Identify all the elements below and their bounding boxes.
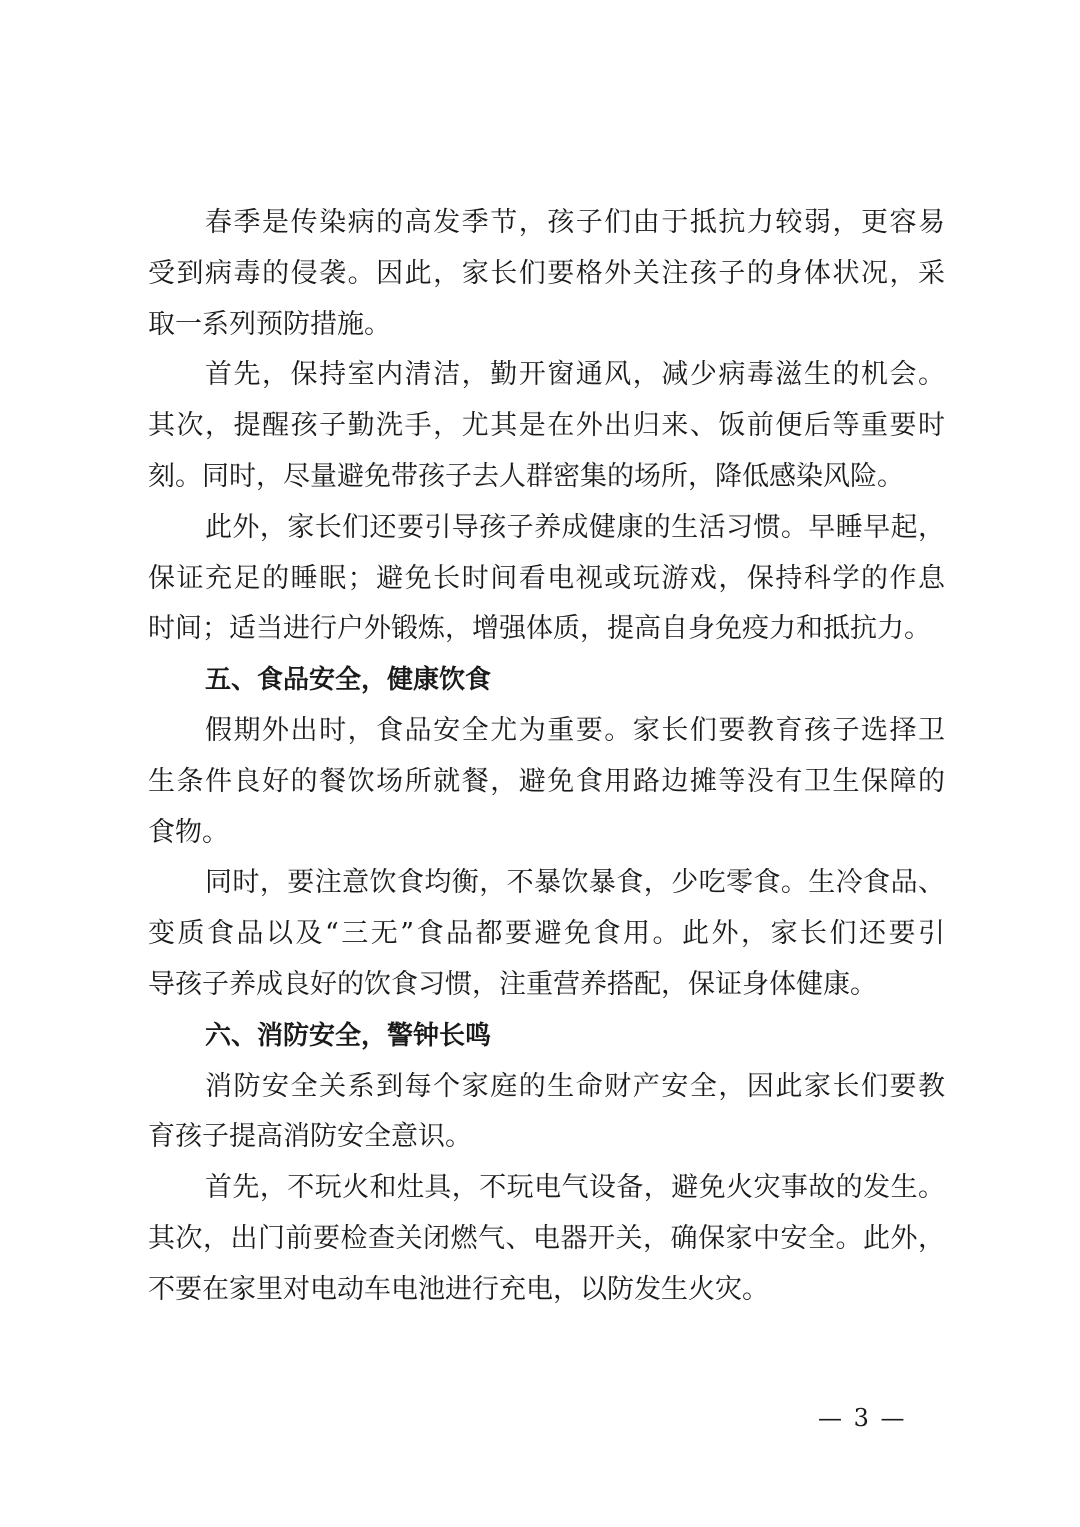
- text-line: 取一系列预防措施。: [148, 308, 391, 340]
- text-line: 首先，不玩火和灶具，不玩电气设备，避免火灾事故的发生。: [205, 1172, 945, 1204]
- text-line: 保证充足的睡眠；避免长时间看电视或玩游戏，保持科学的作息: [148, 562, 945, 594]
- text-line: 不要在家里对电动车电池进行充电，以防发生火灾。: [148, 1273, 769, 1305]
- document-body: [148, 198, 945, 1316]
- paragraph: [148, 1062, 945, 1164]
- text-line: 育孩子提高消防安全意识。: [148, 1121, 472, 1153]
- text-line: 其次，出门前要检查关闭燃气、电器开关，确保家中安全。此外，: [148, 1222, 945, 1254]
- text-line: 消防安全关系到每个家庭的生命财产安全，因此家长们要教: [205, 1070, 945, 1102]
- text-line: 食物。: [148, 816, 229, 848]
- paragraph: [148, 858, 945, 1010]
- text-line: 此外，家长们还要引导孩子养成健康的生活习惯。早睡早起，: [205, 511, 945, 543]
- heading-text: 六、消防安全，警钟长鸣: [205, 1020, 492, 1051]
- section-heading: [148, 1011, 945, 1062]
- text-line: 变质食品以及“三无”食品都要避免食用。此外，家长们还要引: [148, 918, 945, 950]
- text-line: 刻。同时，尽量避免带孩子去人群密集的场所，降低感染风险。: [148, 460, 904, 492]
- paragraph: [148, 198, 945, 350]
- text-line: 生条件良好的餐饮场所就餐，避免食用路边摊等没有卫生保障的: [148, 765, 945, 797]
- text-line: 时间；适当进行户外锻炼，增强体质，提高自身免疫力和抵抗力。: [148, 613, 931, 645]
- page-number: — 3 —: [818, 1404, 907, 1432]
- paragraph: [148, 350, 945, 502]
- text-line: 其次，提醒孩子勤洗手，尤其是在外出归来、饭前便后等重要时: [148, 410, 945, 442]
- heading-text: 五、食品安全，健康饮食: [205, 665, 492, 696]
- text-line: 导孩子养成良好的饮食习惯，注重营养搭配，保证身体健康。: [148, 968, 877, 1000]
- text-line: 春季是传染病的高发季节，孩子们由于抵抗力较弱，更容易: [205, 207, 945, 238]
- section-heading: [148, 655, 945, 706]
- text-line: 同时，要注意饮食均衡，不暴饮暴食，少吃零食。生冷食品、: [205, 867, 945, 899]
- paragraph: [148, 706, 945, 858]
- text-line: 受到病毒的侵袭。因此，家长们要格外关注孩子的身体状况，采: [148, 257, 945, 289]
- text-line: 首先，保持室内清洁，勤开窗通风，减少病毒滋生的机会。: [205, 359, 945, 391]
- text-line: 假期外出时，食品安全尤为重要。家长们要教育孩子选择卫: [205, 714, 945, 746]
- paragraph: [148, 503, 945, 655]
- paragraph: [148, 1163, 945, 1315]
